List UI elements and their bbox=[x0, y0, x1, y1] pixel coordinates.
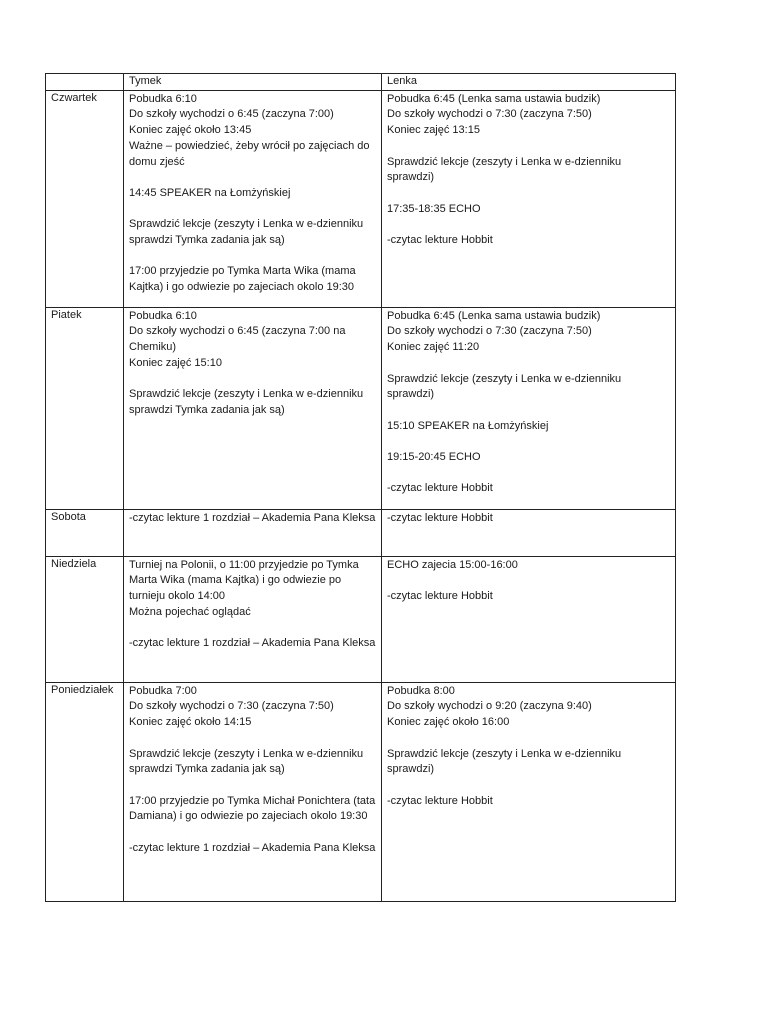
tymek-cell bbox=[124, 682, 382, 901]
tymek-line: 17:00 przyjedzie po Tymka Marta Wika (mama Kajtka) i go odwiezie po zajeciach okolo 19:30 bbox=[129, 265, 359, 294]
blank-line bbox=[387, 731, 670, 747]
lenka-line: -czytac lekture Hobbit bbox=[387, 590, 493, 603]
day-row bbox=[46, 90, 676, 307]
tymek-line: -czytac lekture 1 rozdział – Akademia Pana Kleksa bbox=[129, 637, 376, 650]
tymek-line: Turniej na Polonii, o 11:00 przyjedzie po Tymka Marta Wika (mama Kajtka) i go odwiezie po turnieju okolo 14:00 bbox=[129, 558, 362, 603]
tymek-line: Koniec zajęć około 13:45 bbox=[129, 124, 252, 137]
lenka-cell bbox=[382, 90, 676, 307]
lenka-cell bbox=[382, 682, 676, 901]
lenka-line: ECHO zajecia 15:00-16:00 bbox=[387, 558, 518, 571]
lenka-cell bbox=[382, 556, 676, 682]
header-lenka-cell: Lenka bbox=[382, 74, 676, 91]
tymek-line: -czytac lekture 1 rozdział – Akademia Pana Kleksa bbox=[129, 841, 376, 854]
lenka-line: Koniec zajęć 13:15 bbox=[387, 124, 480, 137]
blank-line bbox=[387, 434, 670, 450]
lenka-line: 19:15-20:45 ECHO bbox=[387, 450, 481, 463]
blank-line bbox=[129, 825, 376, 841]
blank-line bbox=[387, 186, 670, 202]
tymek-cell bbox=[124, 307, 382, 509]
lenka-line: -czytac lekture Hobbit bbox=[387, 794, 493, 807]
blank-line bbox=[129, 621, 376, 637]
day-cell: Piatek bbox=[46, 307, 124, 509]
lenka-line: 15:10 SPEAKER na Łomżyńskiej bbox=[387, 419, 549, 432]
blank-line bbox=[129, 249, 376, 265]
lenka-line: -czytac lekture Hobbit bbox=[387, 233, 493, 246]
blank-line bbox=[387, 139, 670, 155]
blank-line bbox=[129, 778, 376, 794]
blank-line bbox=[387, 778, 670, 794]
lenka-line: Sprawdzić lekcje (zeszyty i Lenka w e-dzienniku sprawdzi) bbox=[387, 372, 625, 401]
blank-line bbox=[387, 217, 670, 233]
lenka-line: Do szkoły wychodzi o 7:30 (zaczyna 7:50) bbox=[387, 325, 592, 338]
tymek-line: Do szkoły wychodzi o 7:30 (zaczyna 7:50) bbox=[129, 700, 334, 713]
blank-line bbox=[387, 356, 670, 372]
tymek-line: Sprawdzić lekcje (zeszyty i Lenka w e-dzienniku sprawdzi Tymka zadania jak są) bbox=[129, 388, 367, 416]
day-row bbox=[46, 682, 676, 901]
blank-line bbox=[387, 466, 670, 482]
blank-line bbox=[129, 731, 376, 747]
blank-line bbox=[129, 372, 376, 388]
schedule-body bbox=[46, 74, 676, 902]
tymek-line: Koniec zajęć 15:10 bbox=[129, 356, 222, 369]
tymek-line: Pobudka 6:10 bbox=[129, 309, 197, 322]
day-row bbox=[46, 556, 676, 682]
lenka-line: Pobudka 8:00 bbox=[387, 684, 455, 697]
tymek-line: Ważne – powiedzieć, żeby wrócił po zajęciach do domu zjeść bbox=[129, 139, 373, 168]
lenka-line: -czytac lekture Hobbit bbox=[387, 482, 493, 495]
lenka-line: Do szkoły wychodzi o 7:30 (zaczyna 7:50) bbox=[387, 108, 592, 121]
day-cell: Niedziela bbox=[46, 556, 124, 682]
tymek-cell bbox=[124, 509, 382, 556]
day-cell: Sobota bbox=[46, 509, 124, 556]
lenka-line: Sprawdzić lekcje (zeszyty i Lenka w e-dzienniku sprawdzi) bbox=[387, 155, 625, 184]
blank-line bbox=[129, 202, 376, 218]
tymek-line: Pobudka 6:10 bbox=[129, 92, 197, 105]
day-cell: Czwartek bbox=[46, 90, 124, 307]
lenka-cell bbox=[382, 307, 676, 509]
tymek-line: 17:00 przyjedzie po Tymka Michał Ponichtera (tata Damiana) i go odwiezie po zajeciach okolo 19:30 bbox=[129, 794, 379, 823]
tymek-line: Koniec zajęć około 14:15 bbox=[129, 716, 252, 729]
schedule-table bbox=[45, 73, 676, 902]
tymek-line: Do szkoły wychodzi o 6:45 (zaczyna 7:00 na Chemiku) bbox=[129, 325, 349, 354]
tymek-cell bbox=[124, 556, 382, 682]
blank-line bbox=[387, 573, 670, 589]
tymek-line: Sprawdzić lekcje (zeszyty i Lenka w e-dzienniku sprawdzi Tymka zadania jak są) bbox=[129, 747, 367, 776]
tymek-line: Pobudka 7:00 bbox=[129, 684, 197, 697]
header-row bbox=[46, 74, 676, 91]
lenka-line: Koniec zajęć 11:20 bbox=[387, 341, 480, 354]
lenka-cell bbox=[382, 509, 676, 556]
lenka-line: Koniec zajęć około 16:00 bbox=[387, 716, 510, 729]
tymek-line: Sprawdzić lekcje (zeszyty i Lenka w e-dzienniku sprawdzi Tymka zadania jak są) bbox=[129, 218, 367, 246]
lenka-line: Pobudka 6:45 (Lenka sama ustawia budzik) bbox=[387, 309, 601, 322]
tymek-cell bbox=[124, 90, 382, 307]
day-row bbox=[46, 307, 676, 509]
lenka-line: -czytac lekture Hobbit bbox=[387, 511, 493, 524]
blank-line bbox=[129, 170, 376, 186]
tymek-line: Można pojechać oglądać bbox=[129, 605, 251, 618]
tymek-line: 14:45 SPEAKER na Łomżyńskiej bbox=[129, 186, 291, 199]
day-row bbox=[46, 509, 676, 556]
tymek-line: Do szkoły wychodzi o 6:45 (zaczyna 7:00) bbox=[129, 108, 334, 121]
day-cell: Poniedziałek bbox=[46, 682, 124, 901]
header-tymek-cell: Tymek bbox=[124, 74, 382, 91]
lenka-line: Sprawdzić lekcje (zeszyty i Lenka w e-dzienniku sprawdzi) bbox=[387, 747, 625, 776]
lenka-line: 17:35-18:35 ECHO bbox=[387, 202, 481, 215]
header-day-cell bbox=[46, 74, 124, 91]
lenka-line: Pobudka 6:45 (Lenka sama ustawia budzik) bbox=[387, 92, 601, 105]
tymek-line: -czytac lekture 1 rozdział – Akademia Pana Kleksa bbox=[129, 511, 376, 524]
blank-line bbox=[387, 403, 670, 419]
lenka-line: Do szkoły wychodzi o 9:20 (zaczyna 9:40) bbox=[387, 700, 592, 713]
